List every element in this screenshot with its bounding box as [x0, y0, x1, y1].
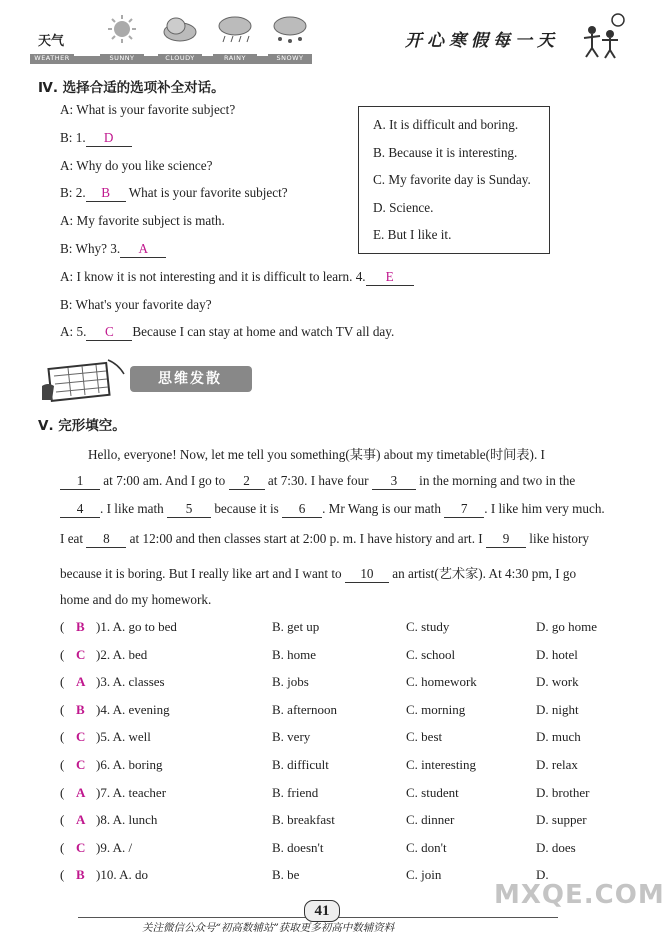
dialogue-line: [60, 213, 225, 229]
option-d: D. work: [536, 674, 579, 690]
passage-text: . I like him very much.: [484, 501, 605, 516]
kids-icon: [578, 10, 628, 60]
option-b: B. be: [272, 867, 300, 883]
option: A. It is difficult and boring.: [373, 117, 519, 132]
question-row: [60, 729, 630, 747]
option: D. Science.: [373, 200, 434, 215]
option-d: D. night: [536, 701, 579, 717]
paren-open: (: [60, 784, 65, 800]
blank: 3: [372, 473, 416, 490]
blank: 5: [167, 501, 211, 518]
question-row: [60, 702, 630, 720]
blank: 2: [229, 473, 265, 490]
option-b: B. very: [272, 729, 311, 745]
dialogue-line: [60, 158, 212, 174]
answer: D: [86, 130, 132, 147]
weather-caption-box: [30, 14, 74, 62]
blank: 4: [60, 501, 100, 518]
option-c: C. school: [406, 646, 456, 662]
dialogue-text: B: What's your favorite day?: [60, 297, 212, 312]
dialogue-text: A: I know it is not interesting and it is difficult to learn. 4.: [60, 269, 366, 284]
option-b: B. doesn't: [272, 839, 324, 855]
blank: 7: [444, 501, 484, 518]
option-c: C. dinner: [406, 812, 455, 828]
options-box: [358, 106, 550, 254]
answer: B: [76, 867, 85, 883]
option-a: )6. A. boring: [96, 757, 163, 772]
passage-text: at 7:30. I have four: [264, 473, 372, 488]
dialogue-text: A: 5.: [60, 324, 87, 339]
option-b: B. jobs: [272, 674, 309, 690]
passage-text: . I like math: [100, 501, 168, 516]
passage-text: I eat: [60, 531, 87, 546]
dialogue-line: [60, 297, 212, 313]
option-b: B. difficult: [272, 757, 329, 772]
paren-open: (: [60, 619, 65, 634]
question-row: [60, 757, 630, 775]
option-d: D. does: [536, 839, 576, 855]
passage-text: because it is: [211, 501, 283, 516]
answer: A: [76, 674, 86, 690]
option-c: C. don't: [406, 839, 447, 855]
option-a: )9. A. /: [96, 839, 133, 855]
passage-text: at 12:00 and then classes start at 2:00 p. m. I have history and art. I: [126, 531, 486, 546]
option-a: )3. A. classes: [96, 674, 165, 690]
option-d: D. hotel: [536, 646, 578, 662]
option-d: D.: [536, 867, 549, 883]
calendar-icon: [38, 356, 130, 402]
dialogue-line: [60, 185, 288, 202]
dialogue-line: [60, 324, 394, 341]
option-d: D. go home: [536, 619, 598, 634]
dialogue-line: [60, 241, 166, 258]
blank: 1: [60, 473, 100, 490]
question-row: [60, 840, 630, 858]
question-row: [60, 619, 630, 637]
answer: A: [120, 241, 166, 258]
option-c: C. morning: [406, 701, 466, 717]
weather-caption: RAINY: [213, 54, 257, 62]
passage-line: [60, 501, 630, 518]
weather-caption: SNOWY: [268, 54, 312, 62]
paren-open: (: [60, 729, 65, 745]
option-b: B. friend: [272, 784, 319, 800]
paren-open: (: [60, 867, 65, 883]
watermark: MXQE.COM: [494, 880, 665, 910]
passage-line: [60, 473, 630, 490]
snowy-icon: [268, 14, 312, 62]
option-a: )8. A. lunch: [96, 812, 158, 828]
option-a: )2. A. bed: [96, 646, 148, 662]
sunny-icon: [100, 14, 144, 62]
dialogue-text: B: Why? 3.: [60, 241, 121, 256]
option: E. But I like it.: [373, 227, 452, 242]
dialogue-line: [60, 130, 132, 147]
weather-caption: CLOUDY: [158, 54, 202, 62]
passage-text: home and do my homework.: [60, 592, 212, 607]
option-d: D. brother: [536, 784, 590, 800]
passage-text: like history: [526, 531, 590, 546]
paren-open: (: [60, 646, 65, 662]
answer: A: [76, 784, 86, 800]
answer: C: [76, 839, 86, 855]
option-b: B. afternoon: [272, 701, 337, 717]
paren-open: (: [60, 839, 65, 855]
answer: B: [76, 619, 85, 634]
cloudy-icon: [158, 14, 202, 62]
option: C. My favorite day is Sunday.: [373, 172, 531, 187]
passage-line: [88, 444, 658, 463]
rainy-icon: [213, 14, 257, 62]
option-c: C. study: [406, 619, 450, 634]
option-c: C. homework: [406, 674, 477, 690]
page-header: [0, 0, 640, 70]
passage-text: because it is boring. But I really like art and I want to: [60, 566, 345, 581]
option-b: B. breakfast: [272, 812, 335, 828]
answer: B: [76, 701, 85, 717]
think-label: 思维发散: [130, 366, 252, 392]
blank: 6: [282, 501, 322, 518]
dialogue-text: A: What is your favorite subject?: [60, 102, 236, 117]
dialogue-text: What is your favorite subject?: [128, 185, 288, 200]
passage-line: [60, 563, 630, 583]
paren-open: (: [60, 757, 65, 772]
blank: 9: [486, 531, 526, 548]
question-row: [60, 785, 630, 803]
dialogue-text: A: My favorite subject is math.: [60, 213, 225, 228]
page-number: 41: [304, 900, 340, 922]
section-4-title: Ⅳ. 选择合适的选项补全对话。: [38, 80, 225, 96]
passage-text: in the morning and two in the: [415, 473, 576, 488]
holiday-banner: 开心寒假每一天: [405, 31, 559, 51]
blank: 8: [86, 531, 126, 548]
option-a: )4. A. evening: [96, 701, 170, 717]
passage-text: Hello, everyone! Now, let me tell you something(某事) about my timetable(时间表). I: [88, 447, 545, 462]
option-a: )1. A. go to bed: [96, 619, 177, 634]
think-banner: [38, 356, 238, 402]
passage-line: [60, 531, 630, 548]
option-a: )10. A. do: [96, 867, 148, 883]
answer: C: [76, 729, 86, 745]
option-d: D. relax: [536, 757, 578, 772]
dialogue-text: B: 2.: [60, 185, 86, 200]
option-a: )5. A. well: [96, 729, 151, 745]
footer-text: 关注微信公众号“初高数辅站”获取更多初高中数辅资料: [142, 922, 395, 934]
answer: C: [86, 324, 132, 341]
option-c: C. student: [406, 784, 459, 800]
option-d: D. supper: [536, 812, 587, 828]
option-c: C. interesting: [406, 757, 477, 772]
paren-open: (: [60, 812, 65, 828]
option: B. Because it is interesting.: [373, 145, 518, 160]
passage-text: at 7:00 am. And I go to: [100, 473, 229, 488]
dialogue-text: Because I can stay at home and watch TV all day.: [132, 324, 395, 339]
section-5-title: Ⅴ. 完形填空。: [38, 418, 126, 434]
option-a: )7. A. teacher: [96, 784, 167, 800]
answer: B: [86, 185, 126, 202]
weather-label: 天气: [38, 34, 65, 49]
option-c: C. best: [406, 729, 443, 745]
question-row: [60, 647, 630, 665]
answer: E: [366, 269, 414, 286]
question-row: [60, 812, 630, 830]
option-b: B. home: [272, 646, 317, 662]
dialogue-text: A: Why do you like science?: [60, 158, 213, 173]
dialogue-line: [60, 102, 235, 118]
weather-caption: SUNNY: [100, 54, 144, 62]
answer: A: [76, 812, 86, 828]
option-d: D. much: [536, 729, 581, 745]
passage-text: . Mr Wang is our math: [322, 501, 445, 516]
paren-open: (: [60, 701, 65, 717]
option-b: B. get up: [272, 619, 320, 634]
answer: C: [76, 757, 86, 772]
dialogue-text: B: 1.: [60, 130, 86, 145]
passage-line: [60, 592, 630, 608]
question-row: [60, 674, 630, 692]
weather-caption: WEATHER: [30, 54, 74, 62]
dialogue-line: [60, 269, 414, 286]
option-c: C. join: [406, 867, 442, 883]
blank: 10: [345, 566, 389, 583]
passage-text: an artist(艺术家). At 4:30 pm, I go: [388, 566, 577, 581]
paren-open: (: [60, 674, 65, 690]
answer: C: [76, 646, 86, 662]
